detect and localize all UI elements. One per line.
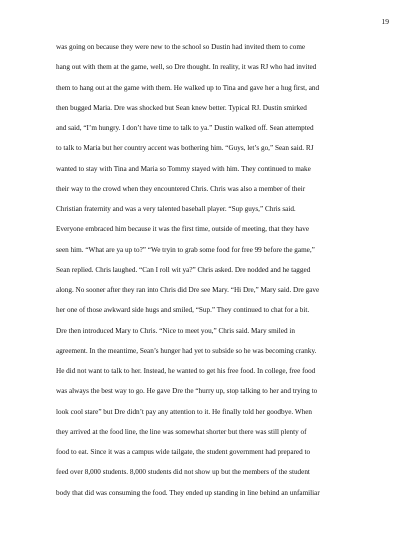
body-text bbox=[56, 37, 374, 503]
text-line: Sean replied. Chris laughed. “Can I roll wit ya?” Chris asked. Dre nodded and he tagged bbox=[56, 265, 311, 274]
text-line: hang out with them at the game, well, so Dre thought. In reality, it was RJ who had invited bbox=[56, 63, 317, 72]
text-line: seen him. “What are ya up to?” “We tryin to grab some food for free 99 before the game,” bbox=[56, 245, 315, 254]
page-number: 19 bbox=[381, 17, 389, 26]
text-line: then bugged Maria. Dre was shocked but Sean knew better. Typical RJ. Dustin smirked bbox=[56, 103, 307, 112]
text-line: look cool stare” but Dre didn’t pay any attention to it. He finally told her goodbye. When bbox=[56, 407, 313, 416]
text-line: was always the best way to go. He gave Dre the “hurry up, stop talking to her and trying to bbox=[56, 387, 318, 396]
text-line: and said, “I’m hungry. I don’t have time to talk to ya.” Dustin walked off. Sean attempted bbox=[56, 124, 314, 132]
text-line: feed over 8,000 students. 8,000 students did not show up but the members of the student bbox=[56, 468, 310, 477]
text-line: He did not want to talk to her. Instead, he wanted to get his free food. In college, free food bbox=[56, 367, 316, 375]
text-line: Dre then introduced Mary to Chris. “Nice to meet you,” Chris said. Mary smiled in bbox=[56, 326, 295, 335]
text-line: body that did was consuming the food. They ended up standing in line behind an unfamiliar bbox=[56, 488, 320, 497]
text-line: along. No sooner after they ran into Chris did Dre see Mary. “Hi Dre,” Mary said. Dre gave bbox=[56, 286, 320, 294]
text-line: Everyone embraced him because it was the first time, outside of meeting, that they have bbox=[56, 225, 310, 234]
text-line: their way to the crowd when they encountered Chris. Chris was also a member of their bbox=[56, 184, 306, 193]
text-line: to talk to Maria but her country accent was bothering him. “Guys, let’s go,” Sean said. RJ bbox=[56, 144, 314, 153]
text-line: her one of those awkward side hugs and smiled, “Sup.” They continued to chat for a bit. bbox=[56, 306, 310, 315]
text-line: them to hang out at the game with them. He walked up to Tina and gave her a hug first, and bbox=[56, 83, 320, 92]
text-line: wanted to stay with Tina and Maria so Tommy stayed with him. They continued to make bbox=[56, 164, 311, 173]
text-line: food to eat. Since it was a campus wide tailgate, the student government had prepared to bbox=[56, 448, 311, 456]
text-line: Christian fraternity and was a very talented baseball player. “Sup guys,” Chris said. bbox=[56, 205, 296, 213]
text-line: was going on because they were new to the school so Dustin had invited them to come bbox=[56, 43, 306, 51]
text-line: they arrived at the food line, the line was somewhat shorter but there was still plenty of bbox=[56, 427, 307, 436]
text-line: agreement. In the meantime, Sean’s hunger had yet to subside so he was becoming cranky. bbox=[56, 346, 317, 355]
